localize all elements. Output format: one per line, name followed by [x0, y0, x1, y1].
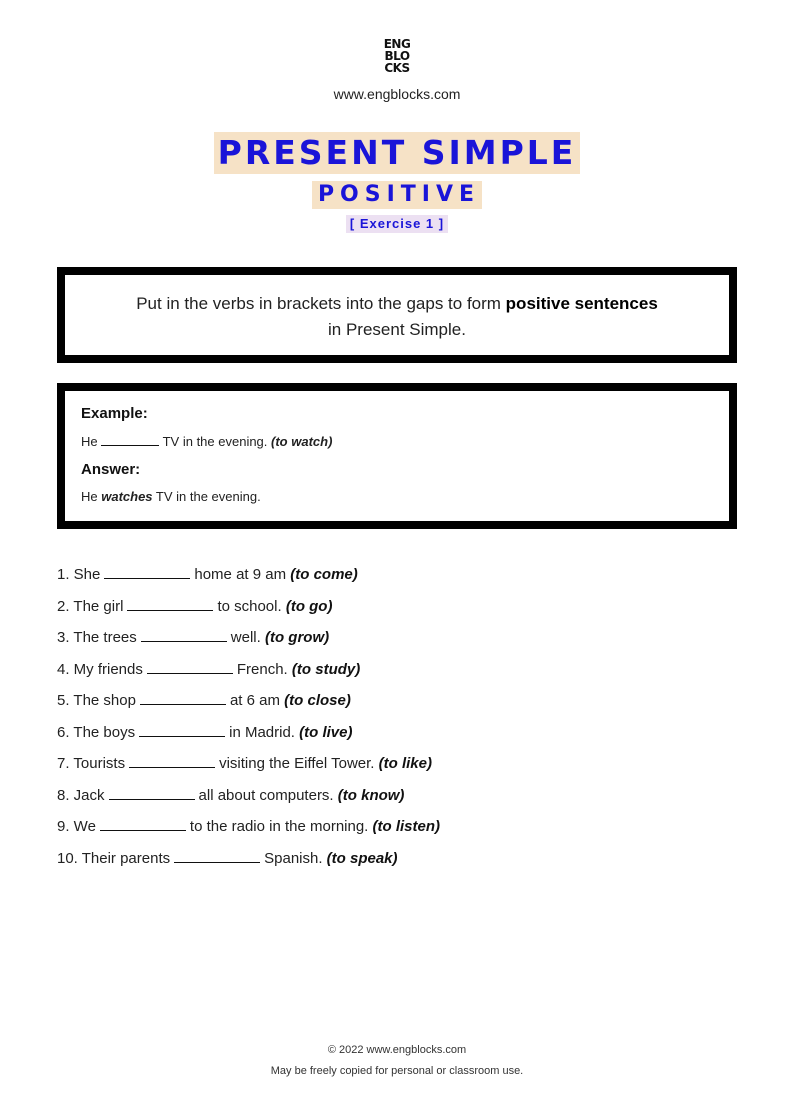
example-sentence	[81, 434, 332, 449]
instruction-part2: in Present Simple.	[328, 320, 466, 339]
example-after: TV in the evening.	[159, 434, 272, 449]
answer-verb: watches	[101, 489, 153, 504]
answer-gap[interactable]	[141, 630, 227, 642]
answer-after: TV in the evening.	[152, 489, 261, 504]
site-url: www.engblocks.com	[333, 86, 461, 102]
answer-gap[interactable]	[139, 725, 225, 737]
example-box	[57, 383, 737, 529]
page-subtitle: POSITIVE	[312, 181, 482, 209]
instruction-box	[57, 267, 737, 363]
answer-before: He	[81, 489, 102, 504]
answer-gap[interactable]	[140, 693, 226, 705]
answer-sentence	[81, 489, 261, 504]
answer-label: Answer:	[81, 461, 141, 478]
list-item: 4. My friends French. (to study)	[57, 661, 361, 678]
list-item: 10. Their parents Spanish. (to speak)	[57, 850, 398, 867]
list-item: 8. Jack all about computers. (to know)	[57, 787, 405, 804]
answer-gap[interactable]	[109, 788, 195, 800]
instruction-text	[65, 291, 729, 343]
list-item: 7. Tourists visiting the Eiffel Tower. (to like)	[57, 755, 432, 772]
list-item: 1. She home at 9 am (to come)	[57, 566, 358, 583]
page-title: PRESENT SIMPLE	[214, 132, 581, 174]
example-before: He	[81, 434, 102, 449]
list-item: 9. We to the radio in the morning. (to listen)	[57, 818, 441, 835]
logo-line-2: BLO	[384, 49, 410, 63]
logo-line-1: ENG	[383, 37, 411, 51]
logo-line-3: CKS	[384, 61, 410, 75]
example-hint: (to watch)	[271, 434, 333, 449]
instruction-bold: positive sentences	[505, 294, 658, 313]
list-item: 6. The boys in Madrid. (to live)	[57, 724, 353, 741]
exercise-label: [ Exercise 1 ]	[346, 215, 448, 233]
answer-gap[interactable]	[127, 599, 213, 611]
example-label: Example:	[81, 405, 148, 422]
example-gap	[101, 435, 159, 446]
answer-gap[interactable]	[174, 851, 260, 863]
engblocks-logo	[378, 38, 416, 74]
answer-gap[interactable]	[104, 567, 190, 579]
footer-note: May be freely copied for personal or classroom use.	[270, 1065, 524, 1077]
list-item: 5. The shop at 6 am (to close)	[57, 692, 351, 709]
answer-gap[interactable]	[147, 662, 233, 674]
answer-gap[interactable]	[129, 756, 215, 768]
footer-copyright: © 2022 www.engblocks.com	[327, 1044, 467, 1056]
list-item: 3. The trees well. (to grow)	[57, 629, 330, 646]
answer-gap[interactable]	[100, 819, 186, 831]
list-item: 2. The girl to school. (to go)	[57, 598, 333, 615]
instruction-part1: Put in the verbs in brackets into the gaps to form	[136, 294, 506, 313]
